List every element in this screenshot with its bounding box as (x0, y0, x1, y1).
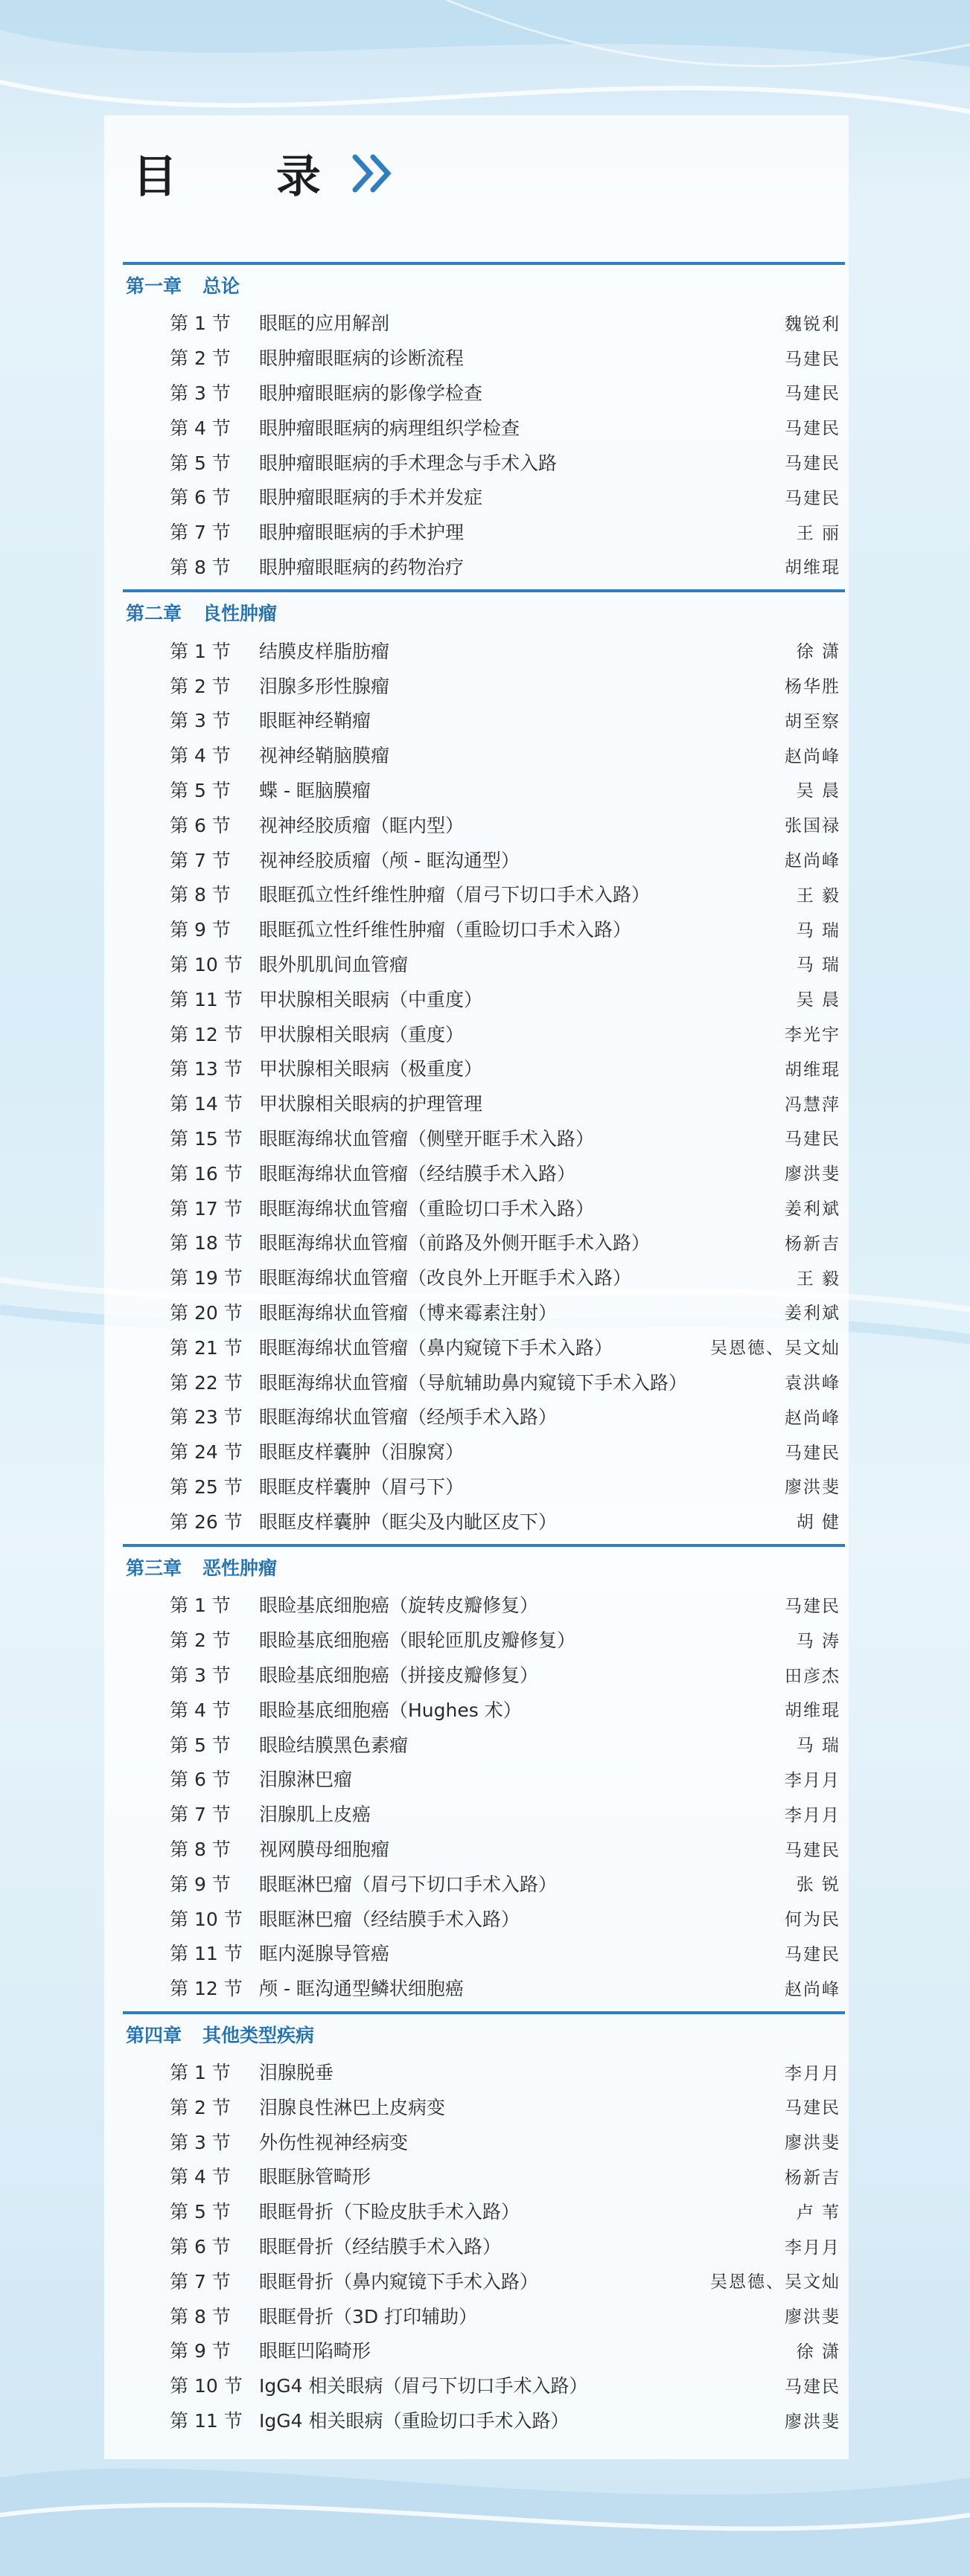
section-row[interactable] (123, 2229, 845, 2263)
section-number: 第 24 节 (170, 1441, 243, 1464)
chapter-number: 第一章 (126, 275, 182, 297)
section-title: 眼肿瘤眼眶病的手术护理 (259, 522, 465, 544)
section-number: 第 9 节 (170, 1873, 231, 1895)
section-author: 马建民 (785, 454, 840, 474)
section-title: 外伤性视神经病变 (259, 2131, 409, 2153)
section-number: 第 2 节 (170, 675, 231, 697)
section-row[interactable] (123, 1260, 845, 1295)
section-title: 眼睑基底细胞癌（眼轮匝肌皮瓣修复） (259, 1630, 576, 1652)
section-number: 第 2 节 (170, 1630, 231, 1652)
section-number: 第 15 节 (170, 1127, 243, 1150)
section-title: 眼眶海绵状血管瘤（改良外上开眶手术入路） (259, 1267, 632, 1289)
section-row[interactable] (123, 772, 845, 807)
section-author: 马 瑞 (796, 955, 840, 975)
section-author: 马 瑞 (796, 1736, 840, 1756)
section-author: 赵尚峰 (785, 746, 840, 766)
chapter-title: 良性肿瘤 (202, 603, 278, 625)
section-row[interactable] (123, 1016, 845, 1051)
section-author: 李月月 (785, 2237, 840, 2258)
section-title: 泪腺良性淋巴上皮病变 (259, 2096, 446, 2118)
section-number: 第 1 节 (170, 1595, 231, 1617)
section-row[interactable] (123, 549, 845, 584)
section-row[interactable] (123, 946, 845, 981)
chapter-title: 其他类型疾病 (202, 2024, 315, 2046)
section-author: 李光宇 (785, 1025, 840, 1045)
section-author: 吴 晨 (796, 781, 840, 801)
section-number: 第 1 节 (170, 313, 231, 335)
section-row[interactable] (123, 1831, 845, 1866)
section-title: 眼眶孤立性纤维性肿瘤（眉弓下切口手术入路） (259, 884, 651, 906)
section-title: 蝶 - 眶脑膜瘤 (259, 779, 371, 801)
chapter-heading[interactable] (123, 1544, 845, 1587)
section-title: 眼眶海绵状血管瘤（侧壁开眶手术入路） (259, 1127, 595, 1150)
section-number: 第 9 节 (170, 919, 231, 941)
section-row[interactable] (123, 2403, 845, 2438)
section-title: 甲状腺相关眼病（重度） (259, 1023, 465, 1045)
section-row[interactable] (123, 1587, 845, 1622)
section-title: 眼肿瘤眼眶病的诊断流程 (259, 347, 465, 370)
section-author: 王 毅 (796, 1269, 840, 1289)
section-row[interactable] (123, 1295, 845, 1330)
section-author: 姜利斌 (785, 1199, 840, 1220)
section-number: 第 14 节 (170, 1093, 243, 1115)
section-number: 第 5 节 (170, 452, 231, 474)
section-title: 眼眶神经鞘瘤 (259, 710, 371, 732)
section-row[interactable] (123, 2159, 845, 2194)
section-author: 廖洪斐 (785, 2412, 840, 2432)
section-row[interactable] (123, 1051, 845, 1086)
section-title: 眼眶淋巴瘤（经结膜手术入路） (259, 1908, 520, 1930)
section-row[interactable] (123, 1190, 845, 1225)
section-author: 马建民 (785, 384, 840, 404)
section-author: 袁洪峰 (785, 1374, 840, 1393)
section-row[interactable] (123, 911, 845, 946)
section-title: 眼肿瘤眼眶病的药物治疗 (259, 556, 465, 578)
section-row[interactable] (123, 514, 845, 549)
section-author: 杨新吉 (785, 2168, 840, 2188)
section-number: 第 4 节 (170, 2166, 231, 2188)
section-title: 眼眶凹陷畸形 (259, 2340, 371, 2362)
section-author: 徐 潇 (796, 2342, 840, 2362)
section-number: 第 4 节 (170, 417, 231, 439)
section-author: 马建民 (785, 1840, 840, 1860)
section-author: 姜利斌 (785, 1304, 840, 1324)
section-number: 第 12 节 (170, 1978, 243, 2000)
section-author: 李月月 (785, 2063, 840, 2083)
section-row[interactable] (123, 2054, 845, 2089)
section-author: 李月月 (785, 1805, 840, 1825)
chapter-number: 第四章 (126, 2024, 182, 2046)
chapter-heading[interactable] (123, 589, 845, 632)
section-author: 马建民 (785, 1596, 840, 1616)
section-row[interactable] (123, 2263, 845, 2298)
section-title: 眼睑基底细胞癌（Hughes 术） (259, 1699, 522, 1721)
section-author: 张国禄 (785, 816, 840, 836)
section-title: 甲状腺相关眼病的护理管理 (259, 1093, 483, 1115)
section-title: 眼眶孤立性纤维性肿瘤（重睑切口手术入路） (259, 919, 632, 941)
section-row[interactable] (123, 2124, 845, 2159)
section-number: 第 2 节 (170, 347, 231, 370)
section-number: 第 4 节 (170, 745, 231, 767)
chapter-number: 第三章 (126, 1557, 182, 1580)
section-author: 马建民 (785, 349, 840, 369)
chapter (123, 1544, 845, 2005)
section-title: 视神经胶质瘤（颅 - 眶沟通型） (259, 849, 520, 871)
section-number: 第 7 节 (170, 522, 231, 544)
section-author: 马建民 (785, 1130, 840, 1150)
section-author: 马建民 (785, 1443, 840, 1463)
section-number: 第 17 节 (170, 1197, 243, 1220)
section-title: IgG4 相关眼病（眉弓下切口手术入路） (259, 2375, 588, 2397)
section-number: 第 10 节 (170, 2375, 243, 2397)
page-heading (133, 140, 400, 207)
section-row[interactable] (123, 1434, 845, 1469)
section-number: 第 6 节 (170, 814, 231, 836)
section-author: 胡至察 (785, 711, 840, 731)
section-title: 眼眶脉管畸形 (259, 2166, 371, 2188)
section-row[interactable] (123, 1329, 845, 1364)
section-title: 眼眶淋巴瘤（眉弓下切口手术入路） (259, 1873, 558, 1895)
section-author: 马 瑞 (796, 920, 840, 941)
section-number: 第 8 节 (170, 2305, 231, 2327)
section-author: 赵尚峰 (785, 851, 840, 871)
section-title: 眼外肌肌间血管瘤 (259, 953, 409, 975)
section-title: 眼眶的应用解剖 (259, 313, 390, 335)
section-number: 第 4 节 (170, 1699, 231, 1721)
section-row[interactable] (123, 807, 845, 842)
section-title: 眼肿瘤眼眶病的影像学检查 (259, 382, 483, 404)
section-title: 视神经胶质瘤（眶内型） (259, 814, 465, 836)
section-author: 吴恩德、吴文灿 (710, 2272, 840, 2293)
section-number: 第 8 节 (170, 556, 231, 578)
section-author: 马建民 (785, 1944, 840, 1964)
section-number: 第 6 节 (170, 2236, 231, 2258)
section-row[interactable] (123, 1622, 845, 1657)
section-title: 眼眶皮样囊肿（泪腺窝） (259, 1441, 465, 1464)
section-number: 第 2 节 (170, 2096, 231, 2118)
double-chevron-icon (348, 153, 400, 194)
section-number: 第 19 节 (170, 1267, 243, 1289)
section-row[interactable] (123, 667, 845, 702)
section-title: 眼眶海绵状血管瘤（鼻内窥镜下手术入路） (259, 1336, 613, 1359)
section-author: 廖洪斐 (785, 2133, 840, 2153)
section-number: 第 10 节 (170, 953, 243, 975)
section-title: 眼眶骨折（鼻内窥镜下手术入路） (259, 2270, 539, 2293)
section-title: 眼眶海绵状血管瘤（前路及外侧开眶手术入路） (259, 1232, 651, 1255)
section-number: 第 26 节 (170, 1510, 243, 1533)
section-title: 眼睑基底细胞癌（旋转皮瓣修复） (259, 1595, 539, 1617)
section-number: 第 8 节 (170, 884, 231, 906)
section-author: 李月月 (785, 1770, 840, 1790)
chapter (123, 262, 845, 583)
section-title: 泪腺脱垂 (259, 2062, 334, 2084)
section-row[interactable] (123, 1657, 845, 1692)
section-author: 马建民 (785, 419, 840, 439)
section-number: 第 1 节 (170, 2062, 231, 2084)
section-row[interactable] (123, 1225, 845, 1260)
section-row[interactable] (123, 1399, 845, 1434)
section-title: 眼肿瘤眼眶病的病理组织学检查 (259, 417, 520, 439)
section-row[interactable] (123, 2368, 845, 2403)
section-row[interactable] (123, 1364, 845, 1399)
section-author: 廖洪斐 (785, 1164, 840, 1185)
section-row[interactable] (123, 305, 845, 340)
section-title: 眼肿瘤眼眶病的手术理念与手术入路 (259, 452, 558, 474)
section-row[interactable] (123, 1086, 845, 1121)
section-title: 眼眶骨折（下睑皮肤手术入路） (259, 2201, 520, 2223)
section-number: 第 8 节 (170, 1839, 231, 1861)
section-row[interactable] (123, 632, 845, 667)
section-row[interactable] (123, 1865, 845, 1900)
section-author: 马建民 (785, 2098, 840, 2118)
section-number: 第 9 节 (170, 2340, 231, 2362)
section-title: 眼睑基底细胞癌（拼接皮瓣修复） (259, 1665, 539, 1687)
section-number: 第 21 节 (170, 1336, 243, 1359)
chapter-heading[interactable] (123, 2011, 845, 2054)
section-row[interactable] (123, 2194, 845, 2229)
section-author: 赵尚峰 (785, 1979, 840, 1999)
section-author: 胡维琨 (785, 1060, 840, 1080)
section-title: 泪腺淋巴瘤 (259, 1769, 353, 1791)
section-number: 第 11 节 (170, 2410, 243, 2432)
table-of-contents (123, 262, 845, 2437)
section-row[interactable] (123, 2333, 845, 2368)
section-number: 第 7 节 (170, 849, 231, 871)
section-title: 眼肿瘤眼眶病的手术并发症 (259, 487, 483, 509)
section-number: 第 6 节 (170, 487, 231, 509)
section-author: 冯慧萍 (785, 1095, 840, 1115)
section-number: 第 25 节 (170, 1476, 243, 1498)
section-row[interactable] (123, 1469, 845, 1504)
section-number: 第 3 节 (170, 1665, 231, 1687)
section-title: 泪腺多形性腺瘤 (259, 675, 390, 697)
section-title: 眼眶骨折（3D 打印辅助） (259, 2305, 478, 2327)
page-title: 目 录 (133, 151, 363, 203)
section-row[interactable] (123, 444, 845, 479)
section-row[interactable] (123, 877, 845, 911)
chapter-title: 总论 (202, 275, 240, 297)
section-number: 第 22 节 (170, 1371, 243, 1394)
section-number: 第 11 节 (170, 988, 243, 1010)
section-row[interactable] (123, 1503, 845, 1538)
section-row[interactable] (123, 2089, 845, 2124)
section-number: 第 1 节 (170, 640, 231, 662)
section-author: 廖洪斐 (785, 1478, 840, 1498)
section-title: 眼眶海绵状血管瘤（导航辅助鼻内窥镜下手术入路） (259, 1371, 688, 1394)
section-number: 第 23 节 (170, 1406, 243, 1429)
section-author: 赵尚峰 (785, 1408, 840, 1428)
section-author: 田彦杰 (785, 1666, 840, 1686)
section-number: 第 20 节 (170, 1301, 243, 1324)
section-author: 王 毅 (796, 885, 840, 906)
chapter-heading[interactable] (123, 262, 845, 305)
section-author: 魏锐利 (785, 314, 840, 334)
section-row[interactable] (123, 737, 845, 772)
section-author: 廖洪斐 (785, 2307, 840, 2327)
section-author: 张 锐 (796, 1875, 840, 1895)
section-number: 第 18 节 (170, 1232, 243, 1255)
section-title: 甲状腺相关眼病（极重度） (259, 1058, 483, 1080)
section-author: 胡维琨 (785, 558, 840, 578)
section-title: 结膜皮样脂肪瘤 (259, 640, 390, 662)
chapter (123, 2011, 845, 2438)
section-row[interactable] (123, 340, 845, 375)
section-row[interactable] (123, 1970, 845, 2005)
section-row[interactable] (123, 375, 845, 410)
section-number: 第 12 节 (170, 1023, 243, 1045)
section-author: 吴恩德、吴文灿 (710, 1339, 840, 1359)
section-row[interactable] (123, 1935, 845, 1970)
section-row[interactable] (123, 1796, 845, 1831)
section-number: 第 5 节 (170, 779, 231, 801)
section-title: 视神经鞘脑膜瘤 (259, 745, 390, 767)
section-row[interactable] (123, 842, 845, 877)
section-number: 第 16 节 (170, 1162, 243, 1185)
section-row[interactable] (123, 1726, 845, 1761)
section-number: 第 5 节 (170, 2201, 231, 2223)
section-title: 颅 - 眶沟通型鳞状细胞癌 (259, 1978, 464, 2000)
section-author: 何为民 (785, 1910, 840, 1930)
section-row[interactable] (123, 1761, 845, 1796)
section-title: 眼睑结膜黑色素瘤 (259, 1734, 409, 1756)
section-author: 胡维琨 (785, 1701, 840, 1721)
section-title: 眶内涎腺导管癌 (259, 1943, 390, 1965)
section-author: 徐 潇 (796, 642, 840, 662)
chapter-number: 第二章 (126, 603, 182, 625)
section-number: 第 13 节 (170, 1058, 243, 1080)
section-number: 第 10 节 (170, 1908, 243, 1930)
section-row[interactable] (123, 981, 845, 1016)
section-author: 杨华胜 (785, 677, 840, 697)
section-row[interactable] (123, 1691, 845, 1726)
section-title: 眼眶皮样囊肿（眶尖及内眦区皮下） (259, 1510, 558, 1533)
section-title: 眼眶海绵状血管瘤（博来霉素注射） (259, 1301, 558, 1324)
section-number: 第 7 节 (170, 2270, 231, 2293)
section-title: 泪腺肌上皮癌 (259, 1804, 371, 1826)
section-number: 第 7 节 (170, 1804, 231, 1826)
section-title: 眼眶皮样囊肿（眉弓下） (259, 1476, 465, 1498)
section-row[interactable] (123, 1900, 845, 1935)
section-row[interactable] (123, 702, 845, 737)
section-title: 眼眶海绵状血管瘤（重睑切口手术入路） (259, 1197, 595, 1220)
section-row[interactable] (123, 1121, 845, 1156)
section-author: 胡 健 (796, 1513, 840, 1533)
section-author: 卢 苇 (796, 2202, 840, 2223)
section-author: 马建民 (785, 2377, 840, 2397)
section-author: 吴 晨 (796, 990, 840, 1010)
section-row[interactable] (123, 2298, 845, 2333)
section-author: 马建民 (785, 488, 840, 508)
section-author: 王 丽 (796, 523, 840, 543)
section-number: 第 3 节 (170, 382, 231, 404)
section-title: 眼眶海绵状血管瘤（经结膜手术入路） (259, 1162, 576, 1185)
section-title: 甲状腺相关眼病（中重度） (259, 988, 483, 1010)
section-row[interactable] (123, 1155, 845, 1190)
section-row[interactable] (123, 479, 845, 514)
section-number: 第 11 节 (170, 1943, 243, 1965)
section-title: 视网膜母细胞瘤 (259, 1839, 390, 1861)
section-title: IgG4 相关眼病（重睑切口手术入路） (259, 2410, 569, 2432)
section-row[interactable] (123, 409, 845, 444)
section-number: 第 5 节 (170, 1734, 231, 1756)
chapter (123, 589, 845, 1538)
section-title: 眼眶骨折（经结膜手术入路） (259, 2236, 502, 2258)
section-author: 马 涛 (796, 1631, 840, 1651)
section-author: 杨新吉 (785, 1234, 840, 1254)
section-number: 第 3 节 (170, 710, 231, 732)
chapter-title: 恶性肿瘤 (202, 1557, 278, 1580)
section-number: 第 3 节 (170, 2131, 231, 2153)
section-title: 眼眶海绵状血管瘤（经颅手术入路） (259, 1406, 558, 1429)
section-number: 第 6 节 (170, 1769, 231, 1791)
